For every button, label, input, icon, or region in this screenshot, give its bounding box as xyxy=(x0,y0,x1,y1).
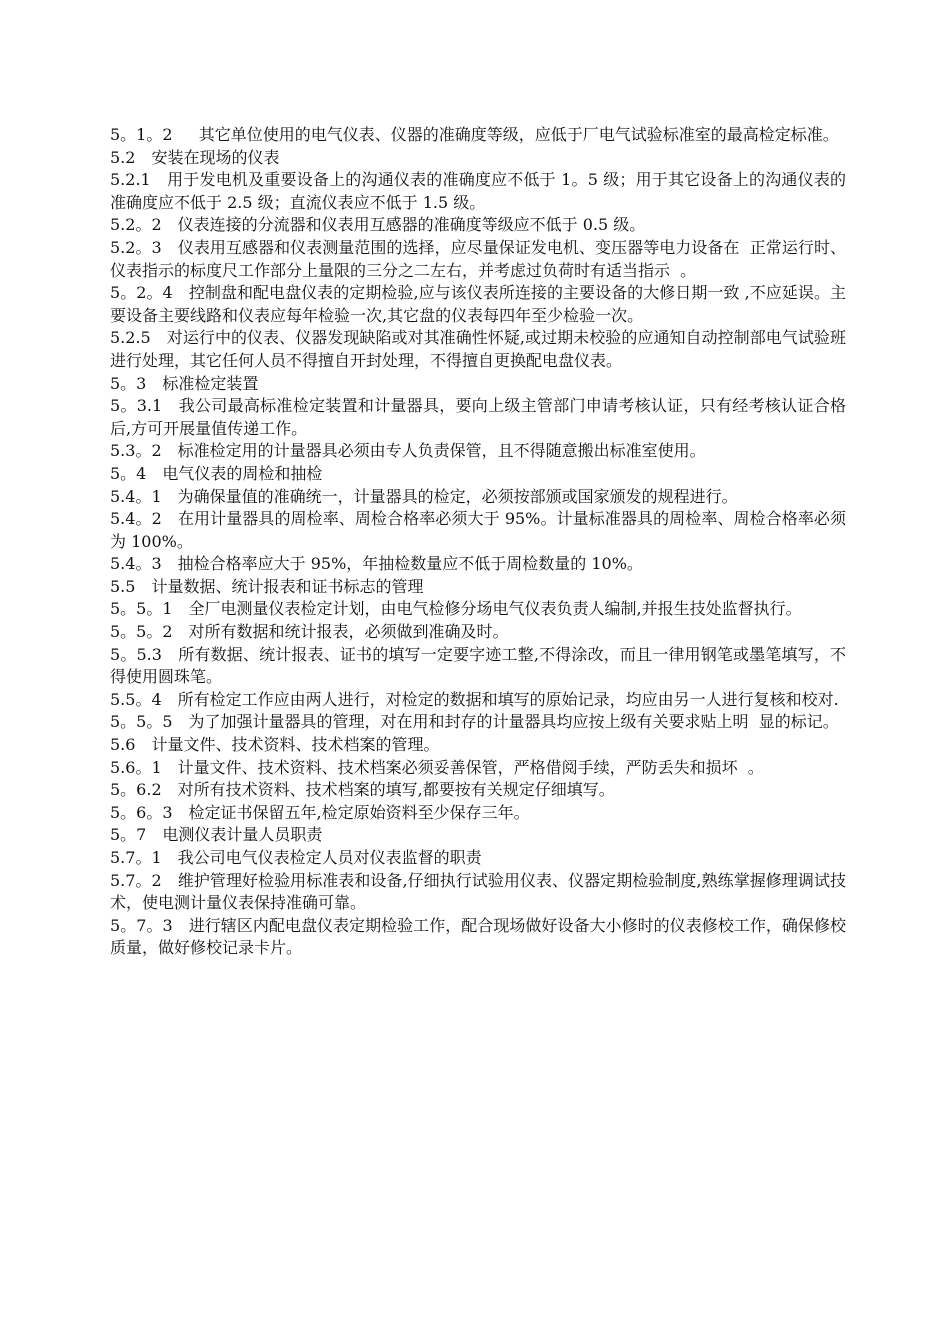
paragraph-5-6-3: 5。6。3 检定证书保留五年,检定原始资料至少保存三年。 xyxy=(110,802,530,822)
paragraph-5-7-3: 5。7。3 进行辖区内配电盘仪表定期检验工作，配合现场做好设备大小修时的仪表修校工作，确保修校质量，做好修校记录卡片。 xyxy=(110,915,846,958)
paragraph-5-5-3: 5。5.3 所有数据、统计报表、证书的填写一定要字迹工整,不得涂改，而且一律用钢笔或墨笔填写，不得使用圆珠笔。 xyxy=(110,644,846,687)
section-heading-5-3: 5。3 标准检定装置 xyxy=(110,373,259,393)
section-heading-5-6: 5.6 计量文件、技术资料、技术档案的管理。 xyxy=(110,735,440,755)
paragraph-5-3-2: 5.3。2 标准检定用的计量器具必须由专人负责保管，且不得随意搬出标准室使用。 xyxy=(110,441,706,461)
section-heading-5-5: 5.5 计量数据、统计报表和证书标志的管理 xyxy=(110,576,424,596)
section-heading-5-7: 5。7 电测仪表计量人员职责 xyxy=(110,825,323,845)
paragraph-5-1-2: 5。1。2 其它单位使用的电气仪表、仪器的准确度等级，应低于厂电气试验标准室的最高检定标准。 xyxy=(110,125,839,144)
section-heading-5-4: 5。4 电气仪表的周检和抽检 xyxy=(110,463,323,483)
paragraph-5-2-1: 5.2.1 用于发电机及重要设备上的沟通仪表的准确度应不低于 1。5 级；用于其它设备上的沟通仪表的准确度应不低于 2.5 级；直流仪表应不低于 1.5 级。 xyxy=(110,170,846,212)
document-body xyxy=(110,124,846,960)
paragraph-5-4-1: 5.4。1 为确保量值的准确统一，计量器具的检定，必须按部颁或国家颁发的规程进行。 xyxy=(110,486,738,506)
paragraph-5-3-1: 5。3.1 我公司最高标准检定装置和计量器具，要向上级主管部门申请考核认证，只有经考核认证合格后,方可开展量值传递工作。 xyxy=(110,396,846,438)
paragraph-5-7-1: 5.7。1 我公司电气仪表检定人员对仪表监督的职责 xyxy=(110,848,482,867)
paragraph-5-5-1: 5。5。1 全厂电测量仪表检定计划，由电气检修分场电气仪表负责人编制,并报生技处监督执行。 xyxy=(110,599,802,619)
paragraph-5-7-2: 5.7。2 维护管理好检验用标准表和设备,仔细执行试验用仪表、仪器定期检验制度,熟练掌握修理调试技术，使电测计量仪表保持准确可靠。 xyxy=(110,870,846,913)
paragraph-5-4-2: 5.4。2 在用计量器具的周检率、周检合格率必须大于 95%。计量标准器具的周检率、周检合格率必须为 100%。 xyxy=(110,509,846,551)
paragraph-5-4-3: 5.4。3 抽检合格率应大于 95%，年抽检数量应不低于周检数量的 10%。 xyxy=(110,554,643,574)
paragraph-5-5-2: 5。5。2 对所有数据和统计报表，必须做到准确及时。 xyxy=(110,622,509,642)
paragraph-5-6-1: 5.6。1 计量文件、技术资料、技术档案必须妥善保管，严格借阅手续，严防丢失和损坏 。 xyxy=(110,757,764,777)
paragraph-5-5-5: 5。5。5 为了加强计量器具的管理，对在用和封存的计量器具均应按上级有关要求贴上明 显的标记。 xyxy=(110,712,839,732)
paragraph-5-2-3: 5.2。3 仪表用互感器和仪表测量范围的选择，应尽量保证发电机、变压器等电力设备在 正常运行时、仪表指示的标度尺工作部分上量限的三分之二左右，并考虑过负荷时有适当指示 。 xyxy=(110,237,846,280)
paragraph-5-2-4: 5。2。4 控制盘和配电盘仪表的定期检验,应与该仪表所连接的主要设备的大修日期一致 ,不应延误。主要设备主要线路和仪表应每年检验一次,其它盘的仪表每四年至少检验一次。 xyxy=(110,283,846,325)
paragraph-5-2-2: 5.2。2 仪表连接的分流器和仪表用互感器的准确度等级应不低于 0.5 级。 xyxy=(110,215,646,235)
paragraph-5-6-2: 5。6.2 对所有技术资料、技术档案的填写,都要按有关规定仔细填写。 xyxy=(110,780,615,800)
paragraph-5-5-4: 5.5。4 所有检定工作应由两人进行，对检定的数据和填写的原始记录，均应由另一人进行复核和校对. xyxy=(110,689,839,709)
section-heading-5-2: 5.2 安装在现场的仪表 xyxy=(110,147,280,167)
paragraph-5-2-5: 5.2.5 对运行中的仪表、仪器发现缺陷或对其准确性怀疑,或过期未校验的应通知自动控制部电气试验班进行处理，其它任何人员不得擅自开封处理，不得擅自更换配电盘仪表。 xyxy=(110,328,846,370)
